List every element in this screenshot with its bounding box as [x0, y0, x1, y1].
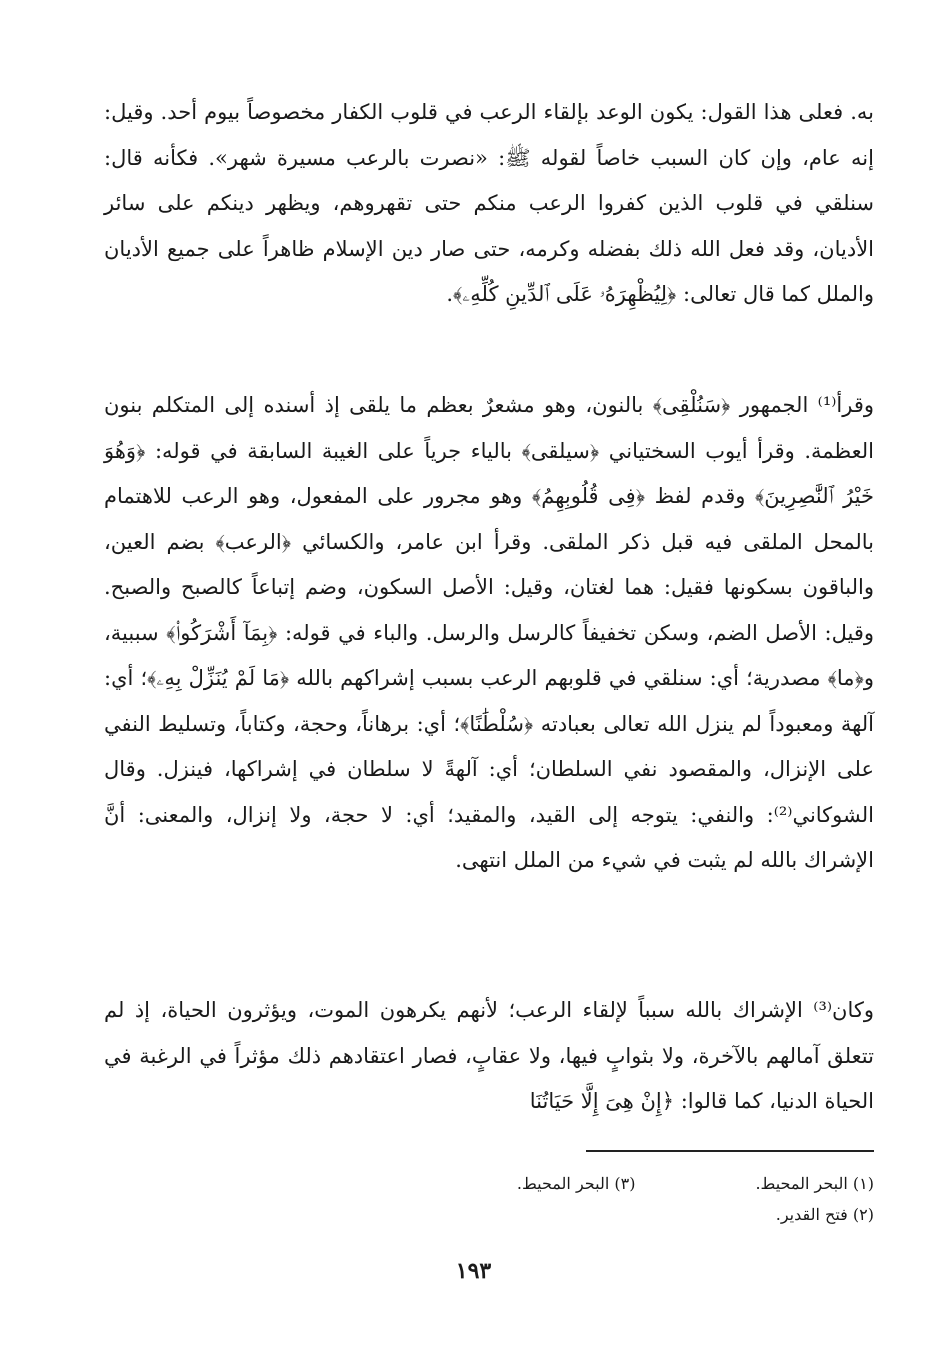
footnote-row-2: [104, 1199, 874, 1230]
paragraph-1: به. فعلى هذا القول: يكون الوعد بإلقاء الرعب في قلوب الكفار مخصوصاً بيوم أحد. وقيل: إنه عام، وإن كان السبب خاصاً لقوله ﷺ: «نصرت بالرعب مسيرة شهر». فكأنه قال: سنلقي في قلوب الذين كفروا الرعب منكم حتى تقهروهم، ويظهر دينكم على سائر الأديان، وقد فعل الله ذلك بفضله وكرمه، حتى صار دين الإسلام ظاهراً على جميع الأديان والملل كما قال تعالى: ﴿لِيُظْهِرَهُۥ عَلَى ٱلدِّينِ كُلِّهِۦ﴾.: [104, 100, 874, 306]
footnote-divider: [586, 1150, 874, 1152]
footnotes: [104, 1168, 874, 1230]
footnote-2: (٢) فتح القدير.: [775, 1205, 874, 1224]
paragraph-3: وكان⁽³⁾ الإشراك بالله سبباً لإلقاء الرعب؛ لأنهم يكرهون الموت، ويؤثرون الحياة، إذ لم تتعلق آمالهم بالآخرة، ولا بثوابٍ فيها، ولا عقابٍ، فصار اعتقادهم ذلك مؤثراً في الرغبة في الحياة الدنيا، كما قالوا: ﴿إِنْ هِىَ إِلَّا حَيَاتُنَا: [104, 998, 874, 1113]
page-number: ١٩٣: [455, 1258, 492, 1284]
footnote-1: (١) البحر المحيط.: [755, 1174, 874, 1193]
paragraph-2: وقرأ⁽¹⁾ الجمهور ﴿سَنُلْقِى﴾ بالنون، وهو مشعرٌ بعظم ما يلقى إذ أسنده إلى المتكلم بنون العظمة. وقرأ أيوب السختياني ﴿سيلقى﴾ بالياء جرياً على الغيبة السابقة في قوله: ﴿وَهُوَ خَيْرُ ٱلنَّٰصِرِينَ﴾ وقدم لفظ ﴿فِى قُلُوبِهِمُ﴾ وهو مجرور على المفعول، وهو الرعب للاهتمام بالمحل الملقى فيه قبل ذكر الملقى. وقرأ ابن عامر، والكسائي ﴿الرعب﴾ بضم العين، والباقون بسكونها فقيل: هما لغتان، وقيل: الأصل السكون، وضم إتباعاً كالصبح والصبح. وقيل: الأصل الضم، وسكن تخفيفاً كالرسل والرسل. والباء في قوله: ﴿بِمَآ أَشْرَكُوا۟﴾ سببية، و﴿ما﴾ مصدرية؛ أي: سنلقي في قلوبهم الرعب بسبب إشراكهم بالله ﴿مَا لَمْ يُنَزِّلْ بِهِۦ﴾؛ أي: آلهة ومعبوداً لم ينزل الله تعالى بعبادته ﴿سُلْطَٰنًا﴾؛ أي: برهاناً، وحجة، وكتاباً، وتسليط النفي على الإنزال، والمقصود نفي السلطان؛ أي: آلهةً لا سلطان في إشراكها، فينزل. وقال الشوكاني⁽²⁾: والنفي: يتوجه إلى القيد، والمقيد؛ أي: لا حجة، ولا إنزال، والمعنى: أنَّ الإشراك بالله لم يثبت في شيء من الملل انتهى.: [104, 393, 874, 872]
footnote-3: (٣) البحر المحيط.: [516, 1174, 636, 1193]
footnote-row-1: [104, 1168, 874, 1199]
